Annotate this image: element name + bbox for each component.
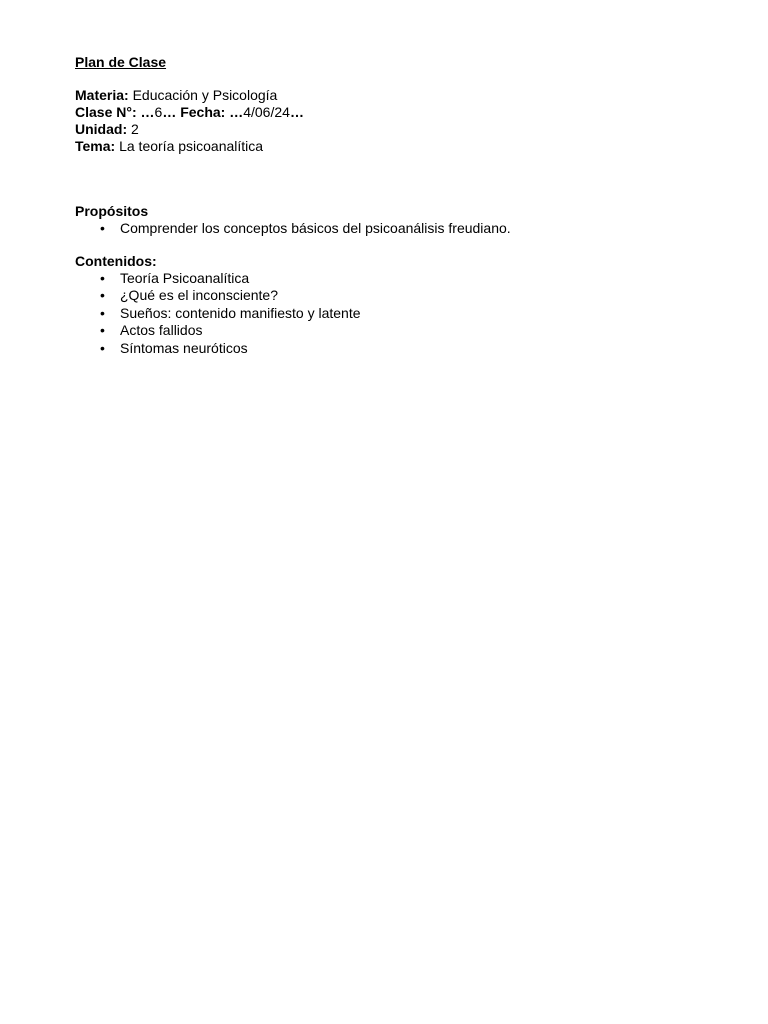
bullet-icon: •	[100, 339, 105, 356]
propositos-list	[75, 220, 695, 238]
unidad-label: Unidad:	[75, 121, 128, 137]
list-item	[75, 322, 695, 340]
fecha-value: 4/06/24	[243, 104, 290, 120]
materia-value: Educación y Psicología	[128, 87, 278, 103]
clase-value: 6	[154, 104, 163, 120]
contenidos-section	[75, 253, 695, 358]
tema-line	[75, 138, 695, 155]
list-item-text: Sueños: contenido manifiesto y latente	[120, 304, 361, 321]
list-item-text: Actos fallidos	[120, 322, 203, 338]
materia-line	[75, 87, 695, 104]
list-item	[75, 340, 695, 358]
propositos-section	[75, 203, 695, 238]
unidad-line	[75, 121, 695, 138]
document-page	[75, 54, 695, 357]
list-item-text: Teoría Psicoanalítica	[120, 269, 250, 286]
bullet-icon: •	[100, 269, 105, 286]
list-item	[75, 287, 695, 305]
propositos-title: Propósitos	[75, 203, 149, 219]
fecha-end: …	[289, 104, 304, 120]
list-item	[75, 305, 695, 323]
tema-label: Tema:	[75, 138, 116, 154]
clase-label: Clase N°: …	[75, 104, 155, 120]
list-item	[75, 220, 695, 238]
bullet-icon: •	[100, 287, 105, 303]
bullet-icon: •	[100, 220, 105, 236]
fecha-label: … Fecha: …	[162, 104, 244, 120]
unidad-value: 2	[127, 121, 139, 137]
document-title: Plan de Clase	[75, 54, 167, 70]
list-item-text: ¿Qué es el inconsciente?	[120, 287, 278, 303]
list-item-text: Comprender los conceptos básicos del psicoanálisis freudiano.	[120, 220, 511, 236]
bullet-icon: •	[100, 304, 105, 321]
list-item	[75, 270, 695, 288]
bullet-icon: •	[100, 322, 105, 338]
class-metadata	[75, 87, 695, 155]
contenidos-title: Contenidos:	[75, 252, 157, 269]
tema-value: La teoría psicoanalítica	[115, 138, 264, 154]
list-item-text: Síntomas neuróticos	[120, 339, 248, 356]
materia-label: Materia:	[75, 87, 129, 103]
contenidos-list	[75, 270, 695, 358]
clase-line	[75, 104, 695, 121]
